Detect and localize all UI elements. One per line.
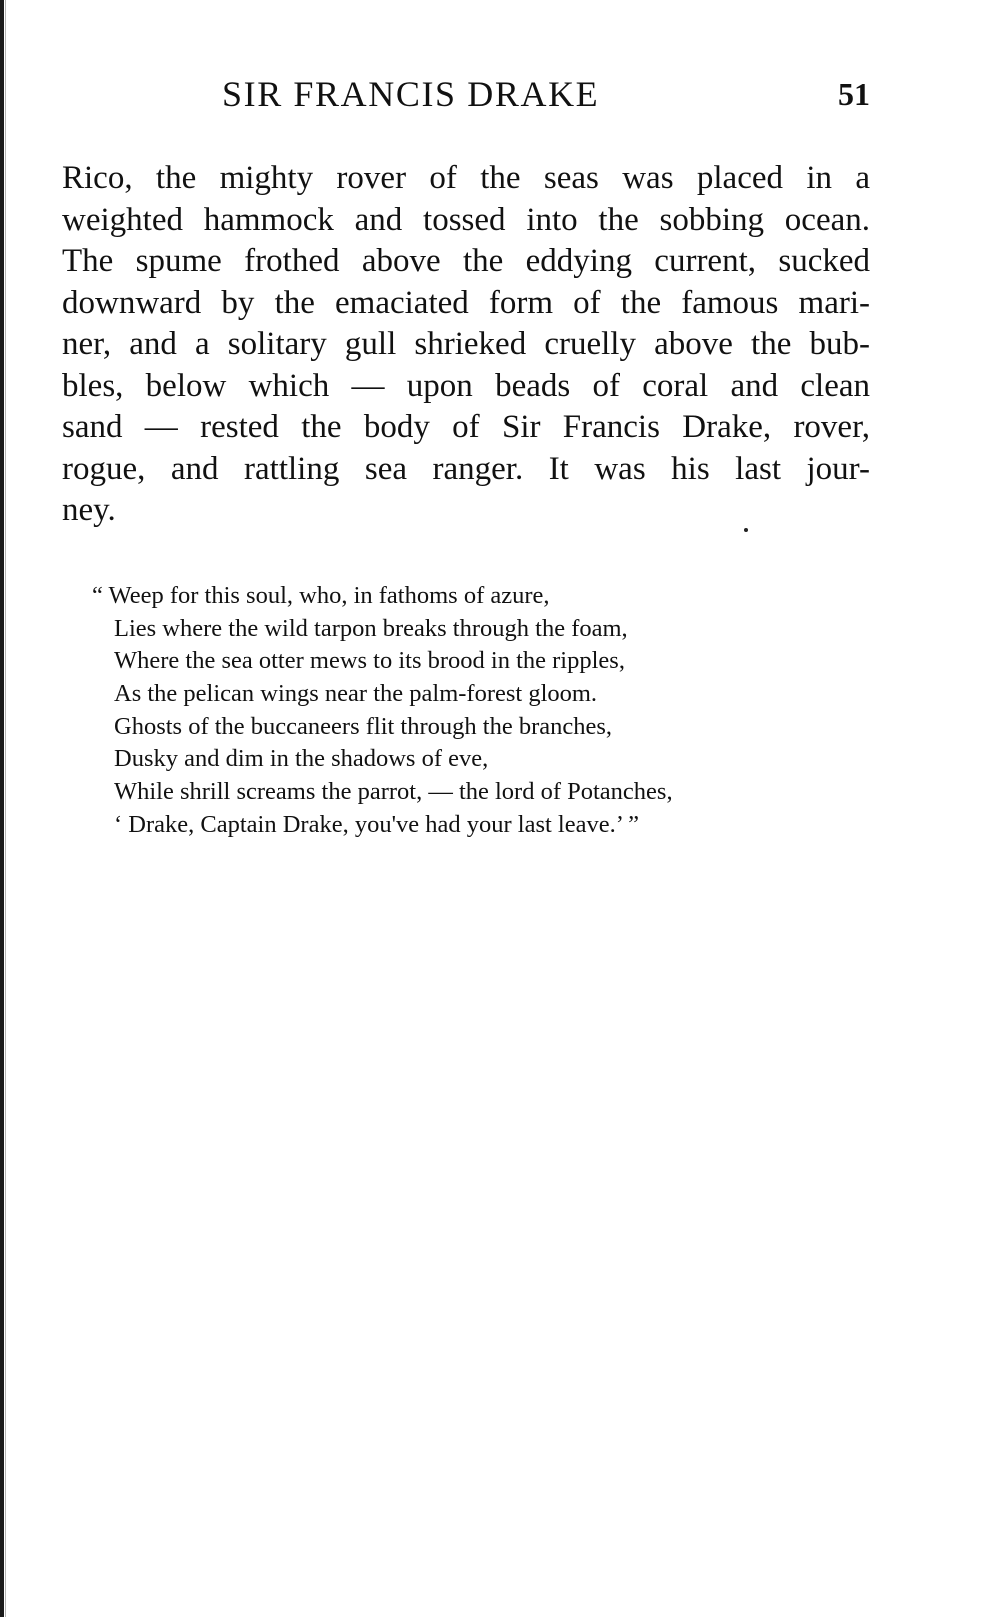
running-head <box>62 72 870 122</box>
verse-line: As the pelican wings near the palm-forest gloom. <box>114 680 598 708</box>
body-line: ner, and a solitary gull shrieked cruelly above the bub- <box>62 326 870 362</box>
body-line: downward by the emaciated form of the famous mari- <box>62 284 870 321</box>
body-line: The spume frothed above the eddying current, sucked <box>62 243 870 279</box>
scan-edge <box>0 0 4 1617</box>
body-line: weighted hammock and tossed into the sobbing ocean. <box>62 201 870 238</box>
body-paragraph <box>62 158 870 532</box>
body-line: Rico, the mighty rover of the seas was placed in a <box>62 160 870 196</box>
verse-line: Where the sea otter mews to its brood in the ripples, <box>114 647 625 675</box>
page-number: 51 <box>838 76 870 112</box>
body-line: ney. <box>62 492 116 528</box>
body-line: sand — rested the body of Sir Francis Drake, rover, <box>62 409 870 445</box>
verse-line: Ghosts of the buccaneers flit through the branches, <box>114 712 613 740</box>
verse-block <box>92 580 852 842</box>
body-line: bles, below which — upon beads of coral and clean <box>62 367 870 404</box>
scan-edge-shadow <box>5 0 6 1617</box>
running-title: SIR FRANCIS DRAKE <box>222 74 600 114</box>
body-line: rogue, and rattling sea ranger. It was his last jour- <box>62 450 870 487</box>
verse-line: Lies where the wild tarpon breaks through the foam, <box>114 614 628 642</box>
verse-line: While shrill screams the parrot, — the lord of Potanches, <box>114 778 673 806</box>
print-speck <box>744 528 748 532</box>
verse-line: “ Weep for this soul, who, in fathoms of azure, <box>92 582 550 609</box>
verse-line: Dusky and dim in the shadows of eve, <box>114 745 489 773</box>
verse-line: ‘ Drake, Captain Drake, you've had your last leave.’ ” <box>114 810 640 838</box>
